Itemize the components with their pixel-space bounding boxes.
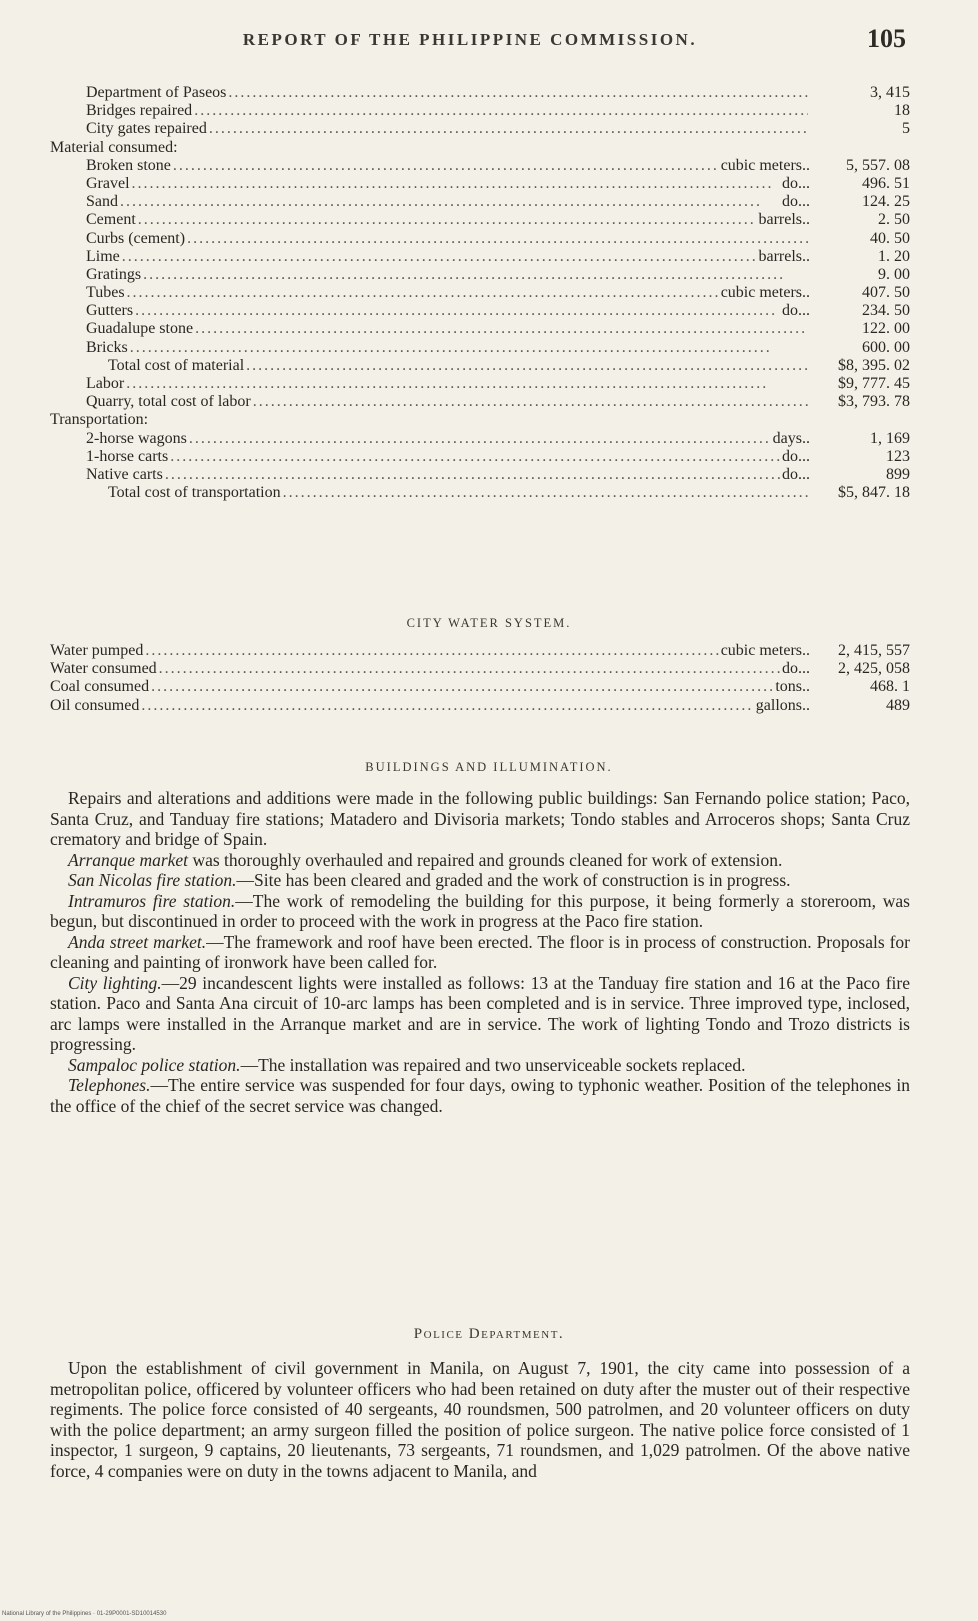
table-row (50, 102, 910, 120)
row-value: 123 (886, 447, 910, 465)
paragraph-lead: Anda street market. (68, 931, 207, 952)
row-value: $3, 793. 78 (838, 393, 910, 411)
row-label: Material consumed: (50, 138, 178, 156)
row-label: Tubes (86, 284, 125, 302)
buildings-paragraph (50, 932, 910, 973)
buildings-paragraph (50, 850, 910, 871)
row-unit: gallons.. (755, 696, 810, 714)
row-label: 2-horse wagons (86, 429, 187, 447)
page-number: 105 (867, 24, 906, 53)
public-works-table (50, 84, 910, 502)
leader-dots (253, 393, 808, 411)
row-label: Gratings (86, 265, 142, 283)
row-label: Department of Paseos (86, 84, 227, 101)
paragraph-lead: Sampaloc police station. (68, 1054, 241, 1075)
table-row (50, 484, 910, 502)
leader-dots (145, 642, 718, 660)
row-label: Sand (86, 193, 118, 211)
buildings-paragraph (50, 788, 910, 850)
table-row (50, 211, 910, 229)
row-value: 2. 50 (878, 211, 910, 229)
row-unit: do... (782, 174, 810, 192)
row-value: 468. 1 (870, 678, 910, 696)
table-row (50, 357, 910, 375)
row-label: Broken stone (86, 156, 171, 174)
row-value: 3, 415 (870, 84, 910, 101)
leader-dots (159, 660, 780, 678)
buildings-paragraph (50, 870, 910, 891)
row-label: Bridges repaired (86, 102, 193, 120)
row-unit: days.. (772, 429, 810, 447)
paragraph-lead: City lighting. (68, 972, 162, 993)
row-label: 1-horse carts (86, 447, 169, 465)
paragraph-text: —The entire service was suspended for four days, owing to typhonic weather. Position of the telephones in the office of the chief of the secret service was changed. (50, 1075, 910, 1116)
buildings-section-heading: BUILDINGS AND ILLUMINATION. (365, 760, 613, 774)
table-row (50, 84, 910, 102)
paragraph-text: —The work of remodeling the building for this purpose, it being formerly a storeroom, was begun, but discontinued in order to proceed with the work in progress at the Paco fire station. (50, 890, 910, 931)
leader-dots (132, 175, 780, 193)
row-value: 40. 50 (870, 229, 910, 247)
row-value: 5, 557. 08 (846, 156, 910, 174)
table-row (50, 375, 910, 393)
row-label: Native carts (86, 465, 163, 483)
leader-dots (151, 678, 773, 696)
buildings-text (50, 788, 910, 1116)
leader-dots (209, 120, 808, 138)
row-value: 1, 169 (870, 429, 910, 447)
paragraph-text: —The installation was repaired and two unserviceable sockets replaced. (240, 1054, 746, 1075)
paragraph-text: —The framework and roof have been erected. The floor is in process of construction. Proposals for cleaning and painting of ironwork have been called for. (50, 931, 911, 972)
row-unit: do... (782, 660, 810, 678)
row-label: Total cost of material (108, 356, 245, 374)
leader-dots (170, 448, 780, 466)
row-value: 124. 25 (862, 193, 910, 211)
row-unit: tons.. (775, 678, 810, 696)
paragraph-text: —Site has been cleared and graded and the work of construction is in progress. (236, 870, 791, 890)
row-unit: do... (782, 193, 810, 211)
table-row (50, 302, 910, 320)
row-value: $8, 395. 02 (838, 356, 910, 374)
scan-credit: National Library of the Philippines · 01-29P0001-SD10014530 (2, 1611, 167, 1617)
row-label: Guadalupe stone (86, 320, 194, 338)
table-row (50, 642, 910, 660)
table-row (50, 175, 910, 193)
row-value: 600. 00 (862, 338, 910, 356)
police-text (50, 1358, 910, 1481)
leader-dots (165, 466, 780, 484)
row-label: Lime (86, 247, 120, 265)
row-value: 496. 51 (862, 174, 910, 192)
table-row (50, 466, 910, 484)
leader-dots (283, 484, 808, 502)
table-row (50, 120, 910, 138)
table-row (50, 393, 910, 411)
buildings-paragraph (50, 1055, 910, 1076)
leader-dots (127, 284, 719, 302)
leader-dots (173, 157, 719, 175)
row-label: Water pumped (50, 642, 144, 659)
leader-dots (130, 339, 808, 357)
table-row (50, 339, 910, 357)
row-value: 899 (886, 465, 910, 483)
table-row (50, 448, 910, 466)
row-value: $5, 847. 18 (838, 484, 910, 502)
row-value: 2, 425, 058 (838, 660, 910, 678)
row-value: 489 (886, 696, 910, 714)
row-unit: cubic meters.. (720, 284, 810, 302)
table-row (50, 230, 910, 248)
police-paragraph: Upon the establishment of civil government in Manila, on August 7, 1901, the city came into possession of a metropolitan police, officered by volunteer officers who had been retained on duty after the muster out of their respective regiments. The police force consisted of 40 sergeants, 40 roundsmen, 500 patrolmen, and 20 volunteer officers on duty with the police department; an army surgeon filled the position of police surgeon. The native police force consisted of 1 inspector, 1 surgeon, 9 captains, 20 lieutenants, 73 sergeants, 71 roundsmen, and 1,029 patrolmen. Of the above native force, 4 companies were on duty in the towns adjacent to Manila, and (50, 1358, 910, 1481)
row-value: 1. 20 (878, 247, 910, 265)
leader-dots (194, 102, 808, 120)
table-row (50, 320, 910, 338)
table-row (50, 266, 910, 284)
paragraph-text: was thoroughly overhauled and repaired and grounds cleaned for work of extension. (188, 849, 783, 870)
leader-dots (126, 375, 808, 393)
row-label: Water consumed (50, 660, 157, 678)
paragraph-lead: Arranque market (68, 849, 189, 870)
row-label: Cement (86, 211, 136, 229)
police-section-heading: Police Department. (413, 1326, 565, 1342)
water-system-table (50, 642, 910, 715)
leader-dots (141, 697, 753, 715)
paragraph-text: —29 incandescent lights were installed as follows: 13 at the Tanduay fire station and 16 at the Paco fire station. Paco and Santa Ana circuit of 10-arc lamps has been completed and is in service. Three improved type, inclosed, arc lamps were installed in the Arranque market and are in service. The work of lighting Tondo and Trozo districts is progressing. (50, 972, 910, 1054)
leader-dots (195, 320, 808, 338)
table-row (50, 430, 910, 448)
row-label: Labor (86, 375, 125, 392)
row-value: 2, 415, 557 (838, 642, 910, 659)
row-label: City gates repaired (86, 120, 207, 138)
row-value: 122. 00 (862, 320, 910, 338)
row-value: 234. 50 (862, 302, 910, 320)
table-row (50, 678, 910, 696)
row-label: Gutters (86, 302, 134, 320)
leader-dots (138, 211, 757, 229)
buildings-paragraph (50, 891, 910, 932)
buildings-paragraph (50, 1075, 910, 1116)
table-row (50, 284, 910, 302)
leader-dots (246, 357, 808, 375)
table-row (50, 660, 910, 678)
row-label: Transportation: (50, 411, 149, 429)
table-row (50, 411, 910, 429)
table-row (50, 139, 910, 157)
row-label: Oil consumed (50, 696, 140, 714)
row-label: Coal consumed (50, 678, 150, 696)
leader-dots (189, 430, 771, 448)
row-unit: barrels.. (758, 211, 810, 229)
leader-dots (135, 302, 780, 320)
row-value: $9, 777. 45 (838, 375, 910, 392)
row-value: 9. 00 (878, 265, 910, 283)
buildings-paragraph (50, 973, 910, 1055)
leader-dots (122, 248, 757, 266)
row-unit: do... (782, 447, 810, 465)
row-label: Gravel (86, 174, 130, 192)
row-unit: do... (782, 302, 810, 320)
row-unit: cubic meters.. (720, 642, 810, 659)
leader-dots (120, 193, 780, 211)
table-row (50, 697, 910, 715)
row-label: Curbs (cement) (86, 229, 186, 247)
paragraph-lead: San Nicolas fire station. (68, 870, 237, 890)
row-unit: cubic meters.. (720, 156, 810, 174)
row-value: 18 (894, 102, 910, 120)
row-value: 407. 50 (862, 284, 910, 302)
running-head: REPORT OF THE PHILIPPINE COMMISSION. (242, 30, 698, 49)
leader-dots (228, 84, 808, 102)
row-label: Bricks (86, 338, 128, 356)
table-row (50, 248, 910, 266)
leader-dots (187, 230, 808, 248)
paragraph-text: Repairs and alterations and additions were made in the following public buildings: San Fernando police station; Paco, Santa Cruz, and Tanduay fire stations; Matadero and Divisoria markets; Tondo stables and Arroceros shops; Santa Cruz crematory and bridge of Spain. (50, 788, 910, 849)
paragraph-lead: Intramuros fire station. (68, 890, 236, 911)
table-row (50, 193, 910, 211)
leader-dots (143, 266, 808, 284)
row-unit: barrels.. (758, 247, 810, 265)
row-label: Total cost of transportation (108, 484, 281, 502)
water-section-heading: CITY WATER SYSTEM. (406, 616, 572, 630)
table-row (50, 157, 910, 175)
row-unit: do... (782, 465, 810, 483)
paragraph-lead: Telephones. (68, 1075, 151, 1095)
row-label: Quarry, total cost of labor (86, 393, 251, 411)
row-value: 5 (902, 120, 910, 138)
